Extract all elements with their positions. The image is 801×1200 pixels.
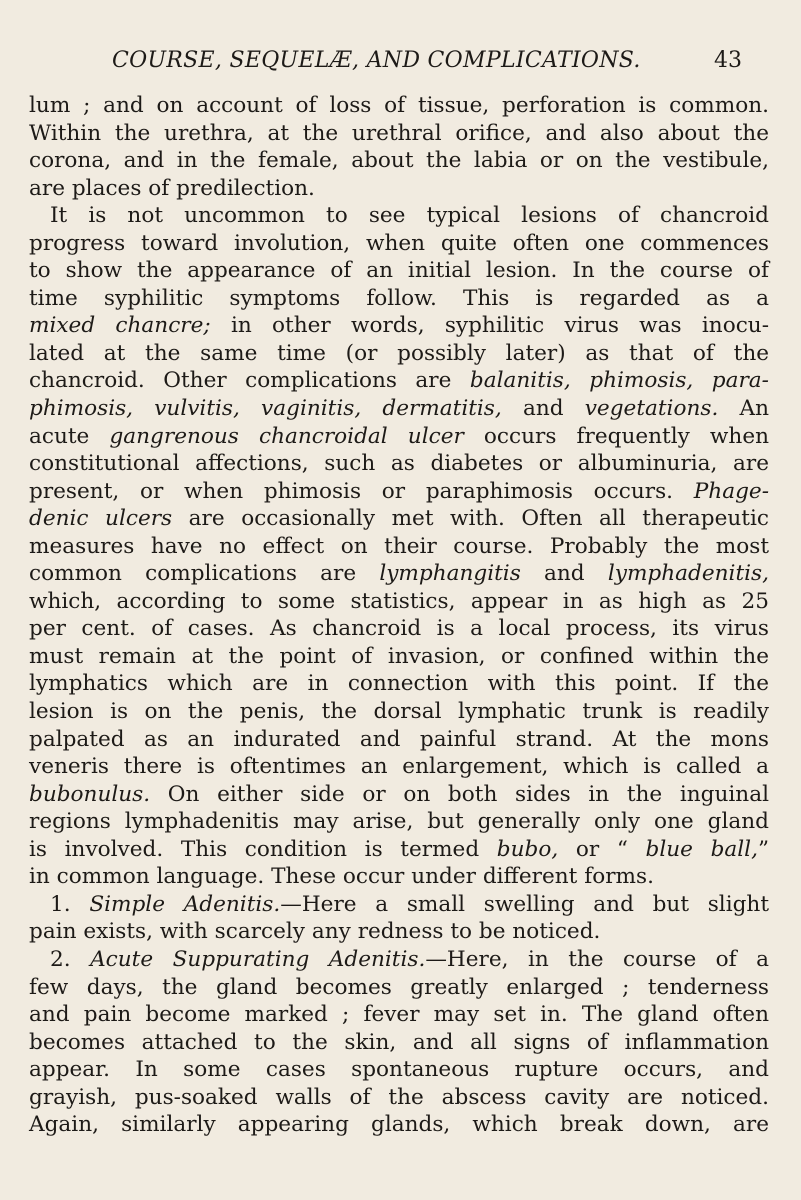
italic-term: bubonulus.	[29, 781, 151, 807]
text-line: per cent. of cases. As chancroid is a local process, its virus	[29, 616, 769, 642]
text-line: is involved. This condition is termed bubo, or “ blue ball,”	[29, 836, 769, 862]
text-line: are places of predilection.	[29, 175, 315, 201]
page-number: 43	[714, 48, 742, 73]
text-line: veneris there is oftentimes an enlargement, which is called a	[29, 754, 769, 780]
text-line: present, or when phimosis or paraphimosis occurs. Phage-	[29, 478, 769, 504]
italic-term: vegetations.	[584, 396, 719, 422]
italic-term: Acute Suppurating Adenitis.	[90, 946, 426, 972]
text-line: Within the urethra, at the urethral orifice, and also about the	[29, 120, 769, 146]
text-line: measures have no effect on their course. Probably the most	[29, 533, 769, 559]
text-line: regions lymphadenitis may arise, but generally only one gland	[29, 809, 769, 835]
text-line: in common language. These occur under different forms.	[29, 864, 654, 890]
italic-term: bubo,	[496, 836, 559, 862]
text-line: chancroid. Other complications are balanitis, phimosis, para-	[29, 368, 769, 394]
text-line: corona, and in the female, about the labia or on the vestibule,	[29, 148, 769, 174]
text-line: few days, the gland becomes greatly enlarged ; tenderness	[29, 974, 769, 1000]
italic-term: balanitis, phimosis, para-	[469, 368, 769, 394]
text-line: to show the appearance of an initial lesion. In the course of	[29, 258, 769, 284]
text-line: pain exists, with scarcely any redness to be noticed.	[29, 919, 601, 945]
text-line: Again, similarly appearing glands, which break down, are	[29, 1112, 769, 1138]
text-line: acute gangrenous chancroidal ulcer occurs frequently when	[29, 423, 770, 449]
text-line: phimosis, vulvitis, vaginitis, dermatitis, and vegetations. An	[29, 396, 769, 422]
italic-term: Simple Adenitis.	[89, 891, 281, 917]
italic-term: blue ball,	[645, 836, 758, 862]
text-line: must remain at the point of invasion, or confined within the	[29, 643, 769, 669]
text-line: time syphilitic symptoms follow. This is regarded as a	[29, 285, 769, 311]
text-line: appear. In some cases spontaneous rupture occurs, and	[29, 1057, 769, 1083]
text-line: denic ulcers are occasionally met with. Often all therapeutic	[29, 506, 769, 532]
text-line: bubonulus. On either side or on both sides in the inguinal	[29, 781, 769, 807]
italic-term: phimosis, vulvitis, vaginitis, dermatitis,	[29, 396, 502, 422]
text-line: constitutional affections, such as diabetes or albuminuria, are	[29, 451, 769, 477]
text-line: 2. Acute Suppurating Adenitis.—Here, in the course of a	[50, 946, 769, 972]
running-title: COURSE, SEQUELÆ, AND COMPLICATIONS.	[112, 48, 641, 73]
text-line: which, according to some statistics, appear in as high as 25	[29, 588, 769, 614]
text-line: lated at the same time (or possibly later) as that of the	[29, 340, 769, 366]
text-line: It is not uncommon to see typical lesions of chancroid	[50, 203, 769, 229]
italic-term: denic ulcers	[29, 506, 173, 532]
text-line: lesion is on the penis, the dorsal lymphatic trunk is readily	[29, 699, 769, 725]
body-text	[29, 92, 769, 1139]
text-line: grayish, pus-soaked walls of the abscess cavity are noticed.	[29, 1084, 769, 1110]
page-header	[112, 48, 742, 84]
text-line: lymphatics which are in connection with this point. If the	[29, 671, 769, 697]
text-line: progress toward involution, when quite often one commences	[29, 230, 769, 256]
italic-term: lymphadenitis,	[607, 561, 769, 587]
text-line: lum ; and on account of loss of tissue, perforation is common.	[29, 93, 769, 118]
text-line: palpated as an indurated and painful strand. At the mons	[29, 726, 769, 752]
text-line: mixed chancre; in other words, syphilitic virus was inocu-	[29, 313, 770, 339]
italic-term: gangrenous chancroidal ulcer	[109, 423, 464, 449]
italic-term: mixed chancre;	[29, 313, 211, 339]
text-line: and pain become marked ; fever may set in. The gland often	[29, 1002, 769, 1028]
text-line: 1. Simple Adenitis.—Here a small swelling and but slight	[50, 891, 770, 917]
text-line: becomes attached to the skin, and all signs of inflammation	[29, 1029, 769, 1055]
italic-term: lymphangitis	[379, 561, 521, 587]
text-line: common complications are lymphangitis and lymphadenitis,	[29, 561, 769, 587]
italic-term: Phage-	[693, 478, 769, 504]
